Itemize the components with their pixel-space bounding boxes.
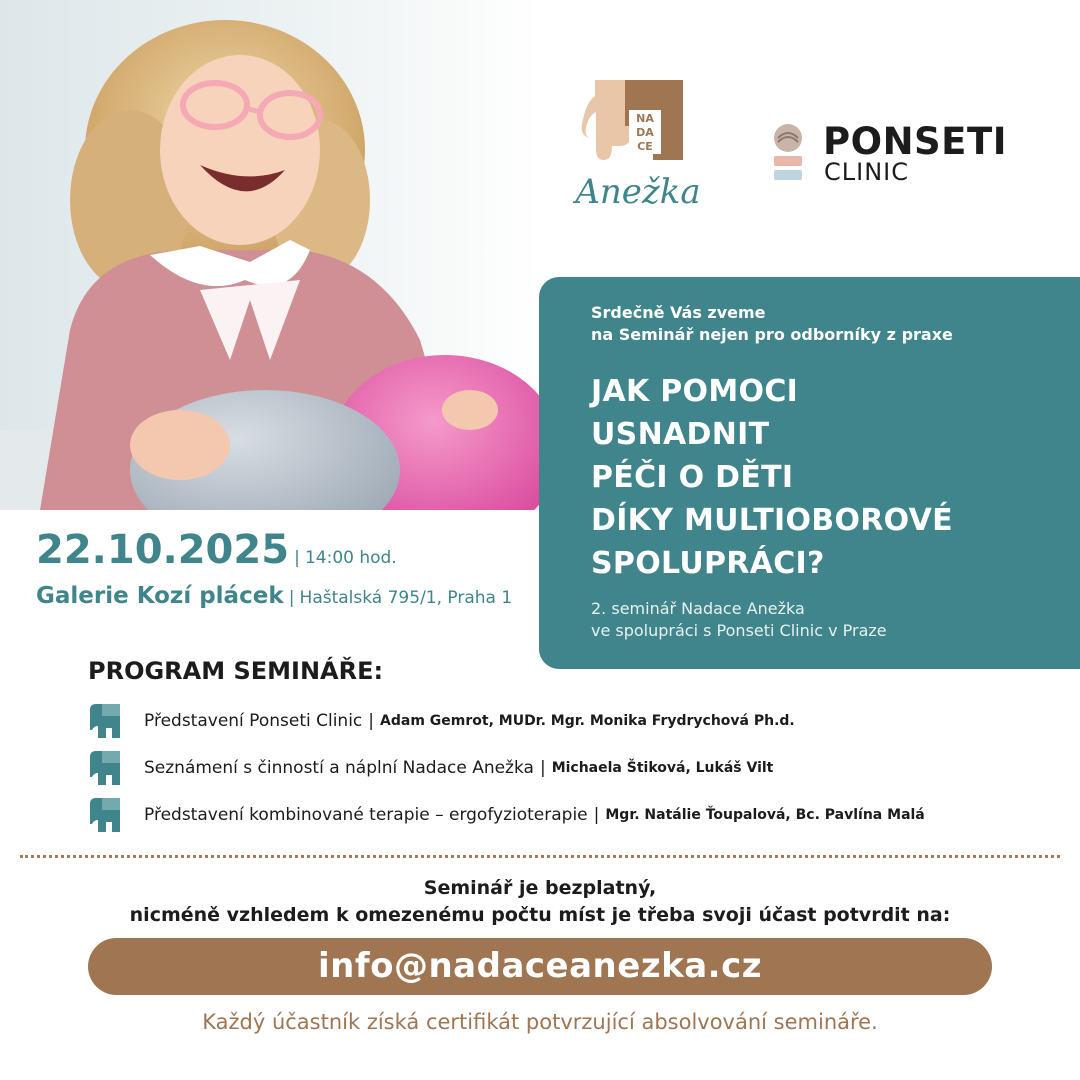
headline-line: PÉČI O DĚTI bbox=[591, 460, 794, 495]
anezka-logo-word-line: CE bbox=[637, 140, 653, 153]
elephant-icon bbox=[88, 796, 124, 834]
program-topic: Představení kombinované terapie – ergofyzioterapie bbox=[144, 805, 588, 825]
event-date: 22.10.2025 bbox=[36, 527, 290, 573]
event-venue-row bbox=[36, 583, 512, 609]
program-topic: Seznámení s činností a náplní Nadace Anežka bbox=[144, 758, 534, 778]
invitation-text bbox=[591, 302, 953, 346]
event-address: Haštalská 795/1, Praha 1 bbox=[299, 588, 513, 608]
dotted-divider bbox=[20, 855, 1060, 859]
separator: | bbox=[593, 805, 600, 825]
anezka-logo-word-line: NA bbox=[636, 112, 654, 125]
registration-line: Seminář je bezplatný, bbox=[423, 877, 657, 899]
separator: | bbox=[288, 588, 295, 608]
seminar-note bbox=[591, 598, 887, 642]
ponseti-clinic-logo bbox=[768, 118, 1028, 188]
headline-line: DÍKY MULTIOBOROVÉ bbox=[591, 503, 953, 538]
headline-line: USNADNIT bbox=[591, 417, 770, 452]
program-item bbox=[88, 795, 925, 835]
email-link-button[interactable]: info@nadaceanezka.cz bbox=[88, 938, 992, 995]
invitation-line: na Seminář nejen pro odborníky z praxe bbox=[591, 325, 953, 344]
elephant-icon bbox=[88, 702, 124, 740]
invitation-panel bbox=[539, 277, 1080, 669]
separator: | bbox=[294, 548, 300, 568]
program-speakers: Mgr. Natálie Ťoupalová, Bc. Pavlína Malá bbox=[605, 807, 925, 823]
elephant-icon bbox=[582, 80, 683, 160]
program-speakers: Michaela Štiková, Lukáš Vilt bbox=[551, 760, 774, 776]
invitation-line: Srdečně Vás zveme bbox=[591, 303, 766, 322]
headline-line: JAK POMOCI bbox=[591, 374, 799, 409]
nadace-anezka-logo bbox=[540, 76, 740, 236]
certificate-note: Každý účastník získá certifikát potvrzující absolvování semináře. bbox=[202, 1010, 878, 1034]
separator: | bbox=[368, 711, 375, 731]
registration-line: nicméně vzhledem k omezenému počtu míst je třeba svoji účast potvrdit na: bbox=[129, 904, 951, 926]
program-item bbox=[88, 748, 773, 788]
note-line: ve spolupráci s Ponseti Clinic v Praze bbox=[591, 621, 887, 640]
ponseti-wordmark: PONSETI bbox=[823, 120, 1007, 163]
child-with-balls-photo bbox=[0, 0, 540, 510]
program-item bbox=[88, 701, 795, 741]
program-speakers: Adam Gemrot, MUDr. Mgr. Monika Frydrychová Ph.d. bbox=[380, 713, 795, 729]
program-title: PROGRAM SEMINÁŘE: bbox=[88, 657, 384, 685]
elephant-icon bbox=[88, 749, 124, 787]
anezka-logo-script: Anežka bbox=[575, 172, 701, 212]
program-topic: Představení Ponseti Clinic bbox=[144, 711, 363, 731]
headline-line: SPOLUPRÁCI? bbox=[591, 546, 825, 581]
ponseti-subtitle: CLINIC bbox=[824, 158, 909, 186]
ponseti-mark-icon bbox=[768, 118, 808, 182]
separator: | bbox=[539, 758, 546, 778]
registration-note bbox=[0, 875, 1080, 929]
note-line: 2. seminář Nadace Anežka bbox=[591, 599, 805, 618]
seminar-headline bbox=[591, 370, 953, 585]
event-time: 14:00 hod. bbox=[304, 548, 397, 568]
anezka-logo-word-line: DA bbox=[636, 126, 654, 139]
event-date-row bbox=[36, 527, 397, 573]
event-venue: Galerie Kozí plácek bbox=[36, 583, 284, 609]
